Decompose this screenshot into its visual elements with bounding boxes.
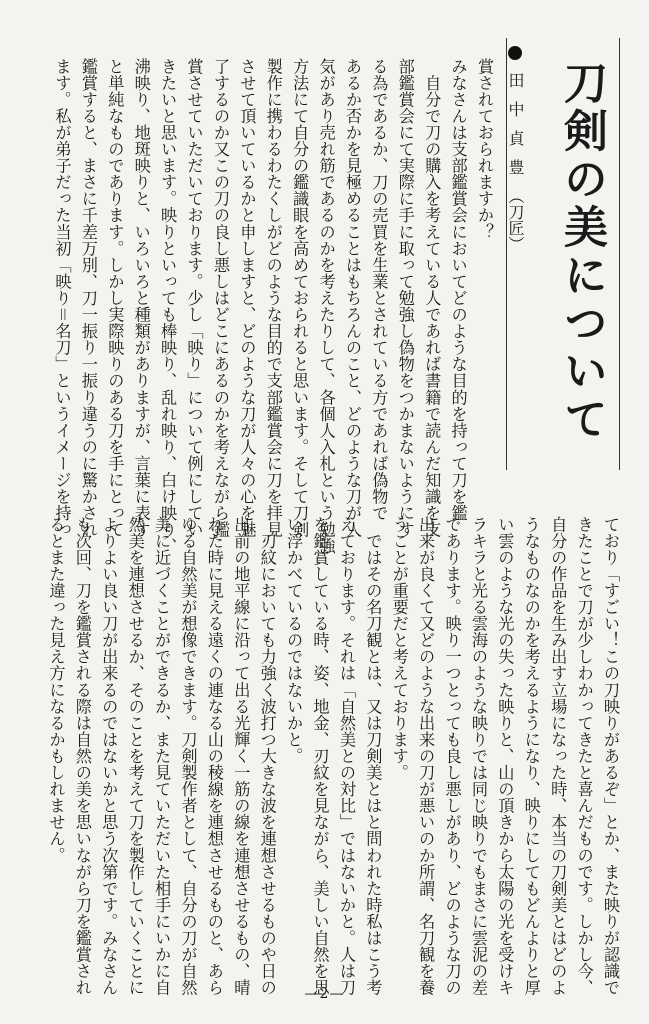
text-line: うことが重要だと考えております。 <box>389 516 409 781</box>
text-line: るとまた違った見え方になるかもしれません。 <box>46 516 66 864</box>
text-line: 出前の地平線に沿って出る光輝く一筋の線を連想させるもの、晴 <box>231 516 251 996</box>
text-line: ており「すごい！この刀映りがあるぞ」とか、また映りが認識で <box>601 516 620 996</box>
text-line: も次回、刀を鑑賞される際は自然の美を思いながら刀を鑑賞され <box>72 516 92 996</box>
body-text-lower <box>23 516 623 996</box>
text-line: 賞させていただいております。少し「映り」について例にしてい <box>184 58 204 538</box>
text-line: 自分で刀の購入を考えている人であれば書籍で読んだ知識を支 <box>422 58 442 538</box>
text-line: 美に近づくことができるか、また見ていただいた相手にいかに自 <box>152 516 172 996</box>
author-name: 田中貞豊 <box>506 72 525 188</box>
text-line: 気があり売れ筋であるのかを考えたりして、各個人入札という勉強 <box>316 58 336 555</box>
text-line: 沸映り、地斑映りと、いろいろと種類がありますが、言葉に表す <box>131 58 151 538</box>
text-line: ラキラと光る雲海のような映りでは同じ映りでもまさに雲泥の差 <box>468 516 488 996</box>
text-line: る為であるか、刀の売買を生業とされている方であれば偽物で <box>369 58 389 522</box>
text-line: ゆる自然美が想像できます。刀剣製作者として、自分の刀が自然 <box>178 516 198 996</box>
text-line: 刃紋においても力強く波打つ大きな波を連想させるものや日の <box>257 516 277 996</box>
text-line: 部鑑賞会にて実際に手に取って勉強し偽物をつかまないようにす <box>395 58 415 538</box>
text-line: 賞されておられますか？ <box>475 58 494 241</box>
text-line: みなさんは支部鑑賞会においてどのような目的を持って刀を鑑 <box>448 58 468 522</box>
article-title: 刀剣の美について <box>556 60 607 444</box>
author-role: （刀匠） <box>506 188 525 252</box>
body-text-upper <box>27 58 497 555</box>
text-line: えております。それは「自然美との対比」ではないかと。人は刀 <box>336 516 356 996</box>
text-line: 鑑賞すると、まさに千差万別、刀一振り一振り違うのに驚かされ <box>78 58 98 538</box>
text-line: 了するのか又この刀の良し悪しはどこにあるのかを考えながら鑑 <box>210 58 230 538</box>
text-line: い浮かべているのではないかと。 <box>284 516 304 765</box>
text-line: であります。映り一つとっても良し悪しがあり、どのような刀の <box>442 516 462 996</box>
text-line: うなものなのかを考えるようになり、映りにしてもどんよりと厚 <box>521 516 541 996</box>
text-line: れた時に見える遠くの連なる山の稜線を連想させるものと、あら <box>204 516 224 996</box>
text-line: あるか否かを見極めることはもちろんのこと、どのような刀が人 <box>342 58 362 538</box>
text-line: 出来が良くて又どのような出来の刀が悪いのか所謂、名刀観を養 <box>416 516 436 996</box>
text-line: を鑑賞している時、姿、地金、刃紋を見ながら、美しい自然を思 <box>310 516 330 996</box>
text-line: 方法にて自分の鑑識眼を高めておられると思います。そして刀剣 <box>290 58 310 538</box>
text-line: きたいと思います。映りといっても棒映り、乱れ映り、白け映り、 <box>158 58 178 555</box>
text-line: させて頂いているかと申しますと、どのような刀が人々の心を魅 <box>237 58 257 538</box>
text-line: きたことで刀が少しわかってきたと喜んだものです。しかし今、 <box>574 516 594 996</box>
text-line: 製作に携わるわたくしがどのような目的で支部鑑賞会に刀を拝見 <box>263 58 283 538</box>
text-line: ではその名刀観とは、又は刀剣美とはと問われた時私はこう考 <box>363 516 383 996</box>
text-line: 自分の作品を生み出す立場になった時、本当の刀剣美とはどのよ <box>548 516 568 996</box>
page-number: —2— <box>304 986 345 1002</box>
text-line: ます。私が弟子だった当初「映り＝名刀」というイメージを持っ <box>52 58 72 538</box>
author-line <box>507 72 523 252</box>
text-line: と単純なものであります。しかし実際映りのある刀を手にとって <box>105 58 125 538</box>
bullet-icon <box>508 46 522 60</box>
text-line: よりよい良い刀が出来るのではないかと思う次第です。みなさん <box>99 516 119 996</box>
text-line: い雲のような光の失った映りと、山の頂きから太陽の光を受けキ <box>495 516 515 996</box>
text-line: 然美を連想させるか、そのことを考えて刀を製作していくことに <box>125 516 145 996</box>
